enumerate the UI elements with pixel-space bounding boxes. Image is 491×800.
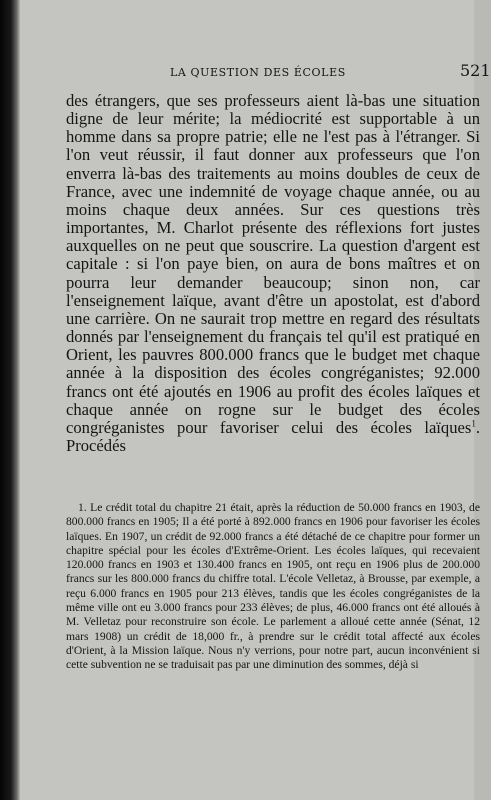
running-header: LA QUESTION DES ÉCOLES [170, 66, 346, 79]
book-page [20, 0, 491, 800]
main-text [66, 92, 480, 455]
body-paragraph-tail: . Procédés [66, 417, 480, 455]
footnote-section [66, 501, 480, 673]
book-spine-shadow [0, 0, 20, 800]
footnote-reference: 1 [471, 418, 476, 429]
page-number: 521 [460, 61, 491, 80]
body-paragraph-text: des étrangers, que ses professeurs aient là-bas une situation digne de leur mérite; la médiocrité est supportable à un homme dans sa propre patrie; elle ne l'est pas à l'étranger. Si l'on veut réussir, il faut donner aux professeurs que l'on enverra là-bas des traitements au moins doubles de ceux de France, avec une indemnité de voyage chaque année, ou au moins chaque deux années. Sur ces questions très importantes, M. Charlot présente des réflexions fort justes auxquelles on ne peut que souscrire. La question d'argent est capitale : si l'on paye bien, on aura de bons maîtres et on pourra leur demander beaucoup; sinon non, car l'enseignement laïque, avant d'être un apostolat, est d'abord une carrière. On ne saurait trop mettre en regard des résultats donnés par l'enseignement du français tel qu'il est pratiqué en Orient, les pauvres 800.000 francs que le budget met chaque année à la disposition des écoles congréganistes; 92.000 francs ont été ajoutés en 1906 au profit des écoles laïques et chaque année on rogne sur le budget des écoles congréganistes pour favoriser celui des écoles laïques [66, 91, 480, 437]
footnote-text: 1. Le crédit total du chapitre 21 était, après la réduction de 50.000 francs en 1903, de 800.000 francs en 1905; Il a été porté à 892.000 francs en 1906 pour favoriser les écoles laïques. En 1907, un crédit de 92.000 francs a été détaché de ce chapitre pour former un chapitre spécial pour les écoles d'Extrême-Orient. Les écoles laïques, qui recevaient 120.000 francs en 1903 et 130.400 francs en 1905, ont reçu en 1906 plus de 200.000 francs sur les 800.000 francs du chiffre total. L'école Velletaz, à Brousse, par exemple, a reçu 6.000 francs en 1905 pour 213 élèves, tandis que les écoles congréganistes de la même ville ont eu 3.000 francs pour 233 élèves; de plus, 46.000 francs ont été alloués à M. Velletaz pour reconstruire son école. Le parlement a alloué cette année (Sénat, 12 mars 1908) un crédit de 18,000 fr., à prendre sur le crédit total affecté aux écoles d'Orient, à la Mission laïque. Nous n'y verrions, pour notre part, aucun inconvénient si cette subvention ne se traduisait pas par une diminution des sommes, déjà si [66, 501, 480, 672]
body-paragraph [66, 92, 480, 455]
